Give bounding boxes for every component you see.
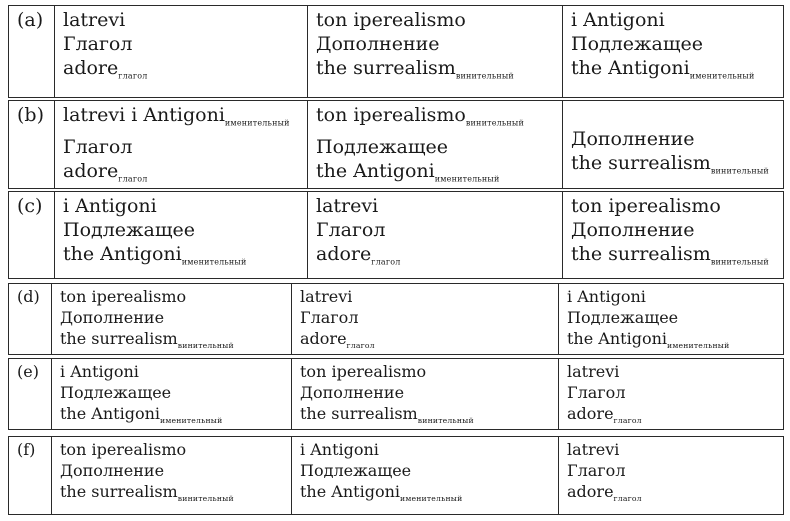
cell-line: ton iperealismo	[60, 440, 187, 459]
option-cell	[558, 437, 783, 514]
option-cell	[54, 6, 307, 97]
cell-line: adore$_{глагол}$	[567, 404, 642, 426]
cell-line: the surrealism$_{винительный}$	[300, 404, 474, 426]
cell-line: i Antigoni	[63, 195, 157, 217]
option-cell	[562, 101, 783, 188]
cell-line: the Antigoni$_{именительный}$	[300, 482, 463, 504]
cell-line: Дополнение	[60, 461, 165, 480]
cell-line: Глагол	[63, 33, 133, 55]
option-table-d	[8, 283, 784, 355]
cell-line: the Antigoni$_{именительный}$	[567, 329, 730, 351]
cell-line: Подлежащее	[316, 136, 448, 159]
cell-line: Подлежащее	[60, 383, 172, 402]
cell-line: ton iperealismo$_{винительный}$	[316, 104, 524, 128]
cell-line: adore$_{глагол}$	[316, 243, 401, 267]
option-cell	[307, 101, 562, 188]
option-cell	[291, 437, 558, 514]
option-cell	[307, 192, 562, 278]
cell-line: Подлежащее	[300, 461, 412, 480]
option-cell	[558, 284, 783, 354]
option-table-c	[8, 191, 784, 279]
cell-line: Глагол	[300, 308, 359, 327]
cell-line: latrevi	[567, 440, 620, 459]
cell-line: i Antigoni	[60, 362, 139, 381]
option-cell	[562, 192, 783, 278]
option-cell	[51, 284, 291, 354]
cell-line: latrevi	[63, 9, 126, 31]
cell-line: adore$_{глагол}$	[63, 57, 148, 81]
cell-line: the surrealism$_{винительный}$	[316, 57, 514, 81]
option-cell	[54, 192, 307, 278]
option-table-b	[8, 100, 784, 189]
option-cell	[291, 284, 558, 354]
cell-line: Дополнение	[571, 128, 695, 150]
cell-line: Дополнение	[300, 383, 405, 402]
cell-line: ton iperealismo	[316, 9, 466, 31]
cell-line: Глагол	[567, 383, 626, 402]
option-label: (b)	[17, 104, 44, 126]
cell-line: the Antigoni$_{именительный}$	[571, 57, 755, 81]
cell-line: Дополнение	[571, 219, 695, 241]
cell-line: Подлежащее	[63, 219, 195, 241]
option-cell	[51, 359, 291, 429]
option-cell	[51, 437, 291, 514]
cell-line: Дополнение	[316, 33, 440, 55]
cell-line: latrevi	[567, 362, 620, 381]
option-label: (a)	[17, 9, 44, 31]
cell-line: ton iperealismo	[571, 195, 721, 217]
cell-line: i Antigoni	[300, 440, 379, 459]
cell-line: the Antigoni$_{именительный}$	[60, 404, 223, 426]
cell-line: adore$_{глагол}$	[63, 160, 148, 184]
cell-line: the Antigoni$_{именительный}$	[63, 243, 247, 267]
option-table-f	[8, 436, 784, 515]
cell-line: the surrealism$_{винительный}$	[60, 482, 234, 504]
option-table-a	[8, 5, 784, 98]
cell-line: adore$_{глагол}$	[300, 329, 375, 351]
cell-line: i Antigoni	[571, 9, 665, 31]
option-cell	[562, 6, 783, 97]
option-cell	[54, 101, 307, 188]
option-label: (c)	[17, 195, 43, 217]
cell-line: adore$_{глагол}$	[567, 482, 642, 504]
option-cell	[307, 6, 562, 97]
option-label: (e)	[17, 362, 39, 381]
cell-line: Глагол	[316, 219, 386, 241]
option-table-e	[8, 358, 784, 430]
cell-line: the surrealism$_{винительный}$	[571, 243, 769, 267]
cell-line: Подлежащее	[571, 33, 703, 55]
cell-line: ton iperealismo	[60, 287, 187, 306]
cell-line: ton iperealismo	[300, 362, 427, 381]
cell-line: Дополнение	[60, 308, 165, 327]
option-label: (f)	[17, 440, 36, 459]
cell-line: i Antigoni	[567, 287, 646, 306]
cell-line: the surrealism$_{винительный}$	[571, 152, 769, 176]
cell-line: Глагол	[567, 461, 626, 480]
cell-line: latrevi	[300, 287, 353, 306]
cell-line: latrevi	[316, 195, 379, 217]
cell-line: Глагол	[63, 136, 133, 159]
cell-line: latrevi i Antigoni$_{именительный}$	[63, 104, 290, 128]
option-label: (d)	[17, 287, 40, 306]
cell-line: the surrealism$_{винительный}$	[60, 329, 234, 351]
cell-line: the Antigoni$_{именительный}$	[316, 160, 500, 184]
cell-line: Подлежащее	[567, 308, 679, 327]
option-cell	[291, 359, 558, 429]
cell-line	[571, 103, 777, 127]
option-cell	[558, 359, 783, 429]
